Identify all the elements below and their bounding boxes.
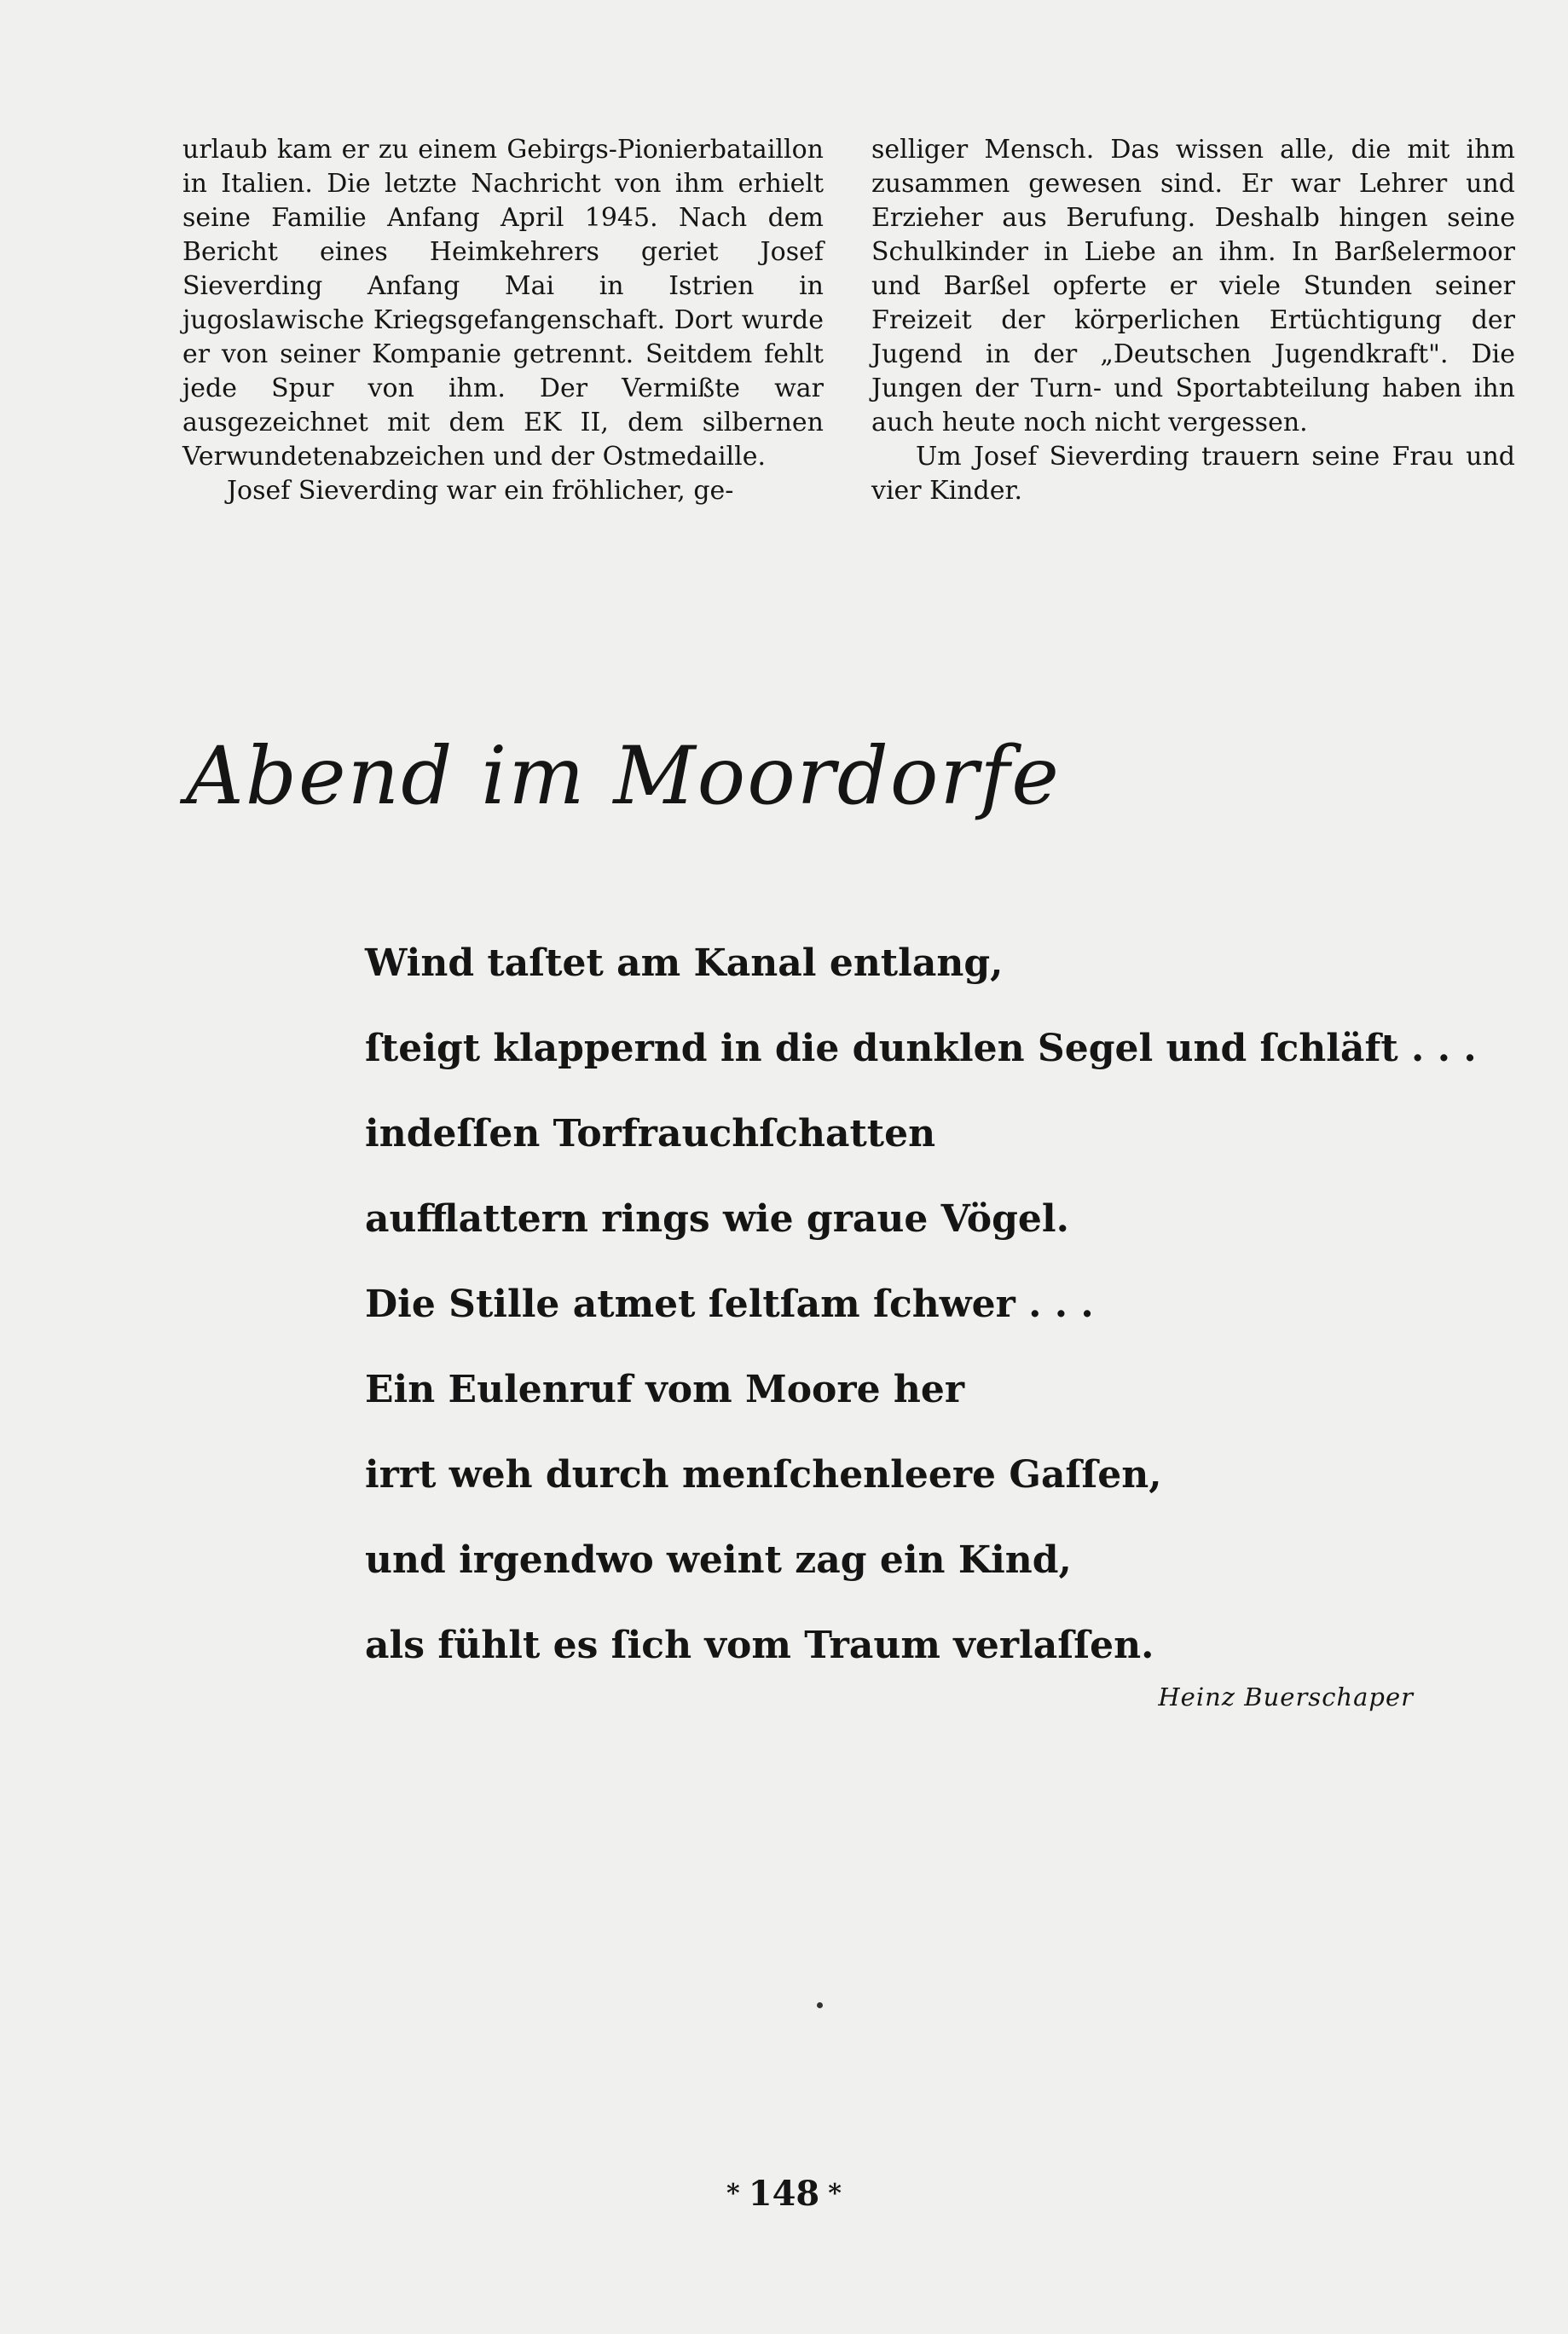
page-number bbox=[0, 2173, 1568, 2215]
article-paragraph: urlaub kam er zu einem Gebirgs-Pionierbataillon in Italien. Die letzte Nachricht von ihm erhielt seine Familie Anfang April 1945. Nach dem Bericht eines Heimkehrers geriet Josef Sieverding Anfang Mai in Istrien in jugoslawische Kriegsgefangenschaft. Dort wurde er von seiner Kompanie getrennt. Seitdem fehlt jede Spur von ihm. Der Vermißte war ausgezeichnet mit dem EK II, dem silbernen Verwundetenabzeichen und der Ostmedaille. bbox=[182, 135, 824, 472]
poem-line: indeſſen Torfrauchſchatten bbox=[365, 1112, 936, 1155]
article-paragraph: selliger Mensch. Das wissen alle, die mit ihm zusammen gewesen sind. Er war Lehrer und Erzieher aus Berufung. Deshalb hingen seine Schulkinder in Liebe an ihm. In Barßelermoor und Barßel opferte er viele Stunden seiner Freizeit der körperlichen Ertüchtigung der Jugend in der „Deutschen Jugendkraft". Die Jungen der Turn- und Sportabteilung haben ihn auch heute noch nicht vergessen. bbox=[871, 135, 1515, 437]
article-paragraph: Josef Sieverding war ein fröhlicher, ge- bbox=[227, 476, 734, 506]
star-ornament-icon: * bbox=[726, 2179, 740, 2209]
poem-author: Heinz Buerschaper bbox=[1158, 1682, 1414, 1711]
poem-line: und irgendwo weint zag ein Kind, bbox=[365, 1538, 1072, 1582]
page-number-value: 148 bbox=[748, 2174, 820, 2214]
article-right-column bbox=[871, 133, 1515, 508]
poem-line: Die Stille atmet ſeltſam ſchwer . . . bbox=[365, 1283, 1094, 1326]
poem-title: Abend im Moordorfe bbox=[186, 730, 1061, 823]
article-left-column bbox=[182, 133, 824, 508]
poem-line: irrt weh durch menſchenleere Gaſſen, bbox=[365, 1453, 1162, 1497]
poem-line: als fühlt es ſich vom Traum verlaſſen. bbox=[365, 1624, 1154, 1667]
poem-body bbox=[365, 936, 1499, 1704]
poem-line: Ein Eulenruf vom Moore her bbox=[365, 1368, 965, 1411]
decorative-dot bbox=[817, 2002, 823, 2008]
poem-line: aufflattern rings wie graue Vögel. bbox=[365, 1197, 1069, 1241]
star-ornament-icon: * bbox=[828, 2179, 842, 2209]
article-paragraph: Um Josef Sieverding trauern seine Frau und vier Kinder. bbox=[871, 442, 1515, 506]
poem-line: Wind taſtet am Kanal entlang, bbox=[365, 941, 1004, 985]
poem-line: ſteigt klappernd in die dunklen Segel und ſchläft . . . bbox=[365, 1027, 1477, 1070]
